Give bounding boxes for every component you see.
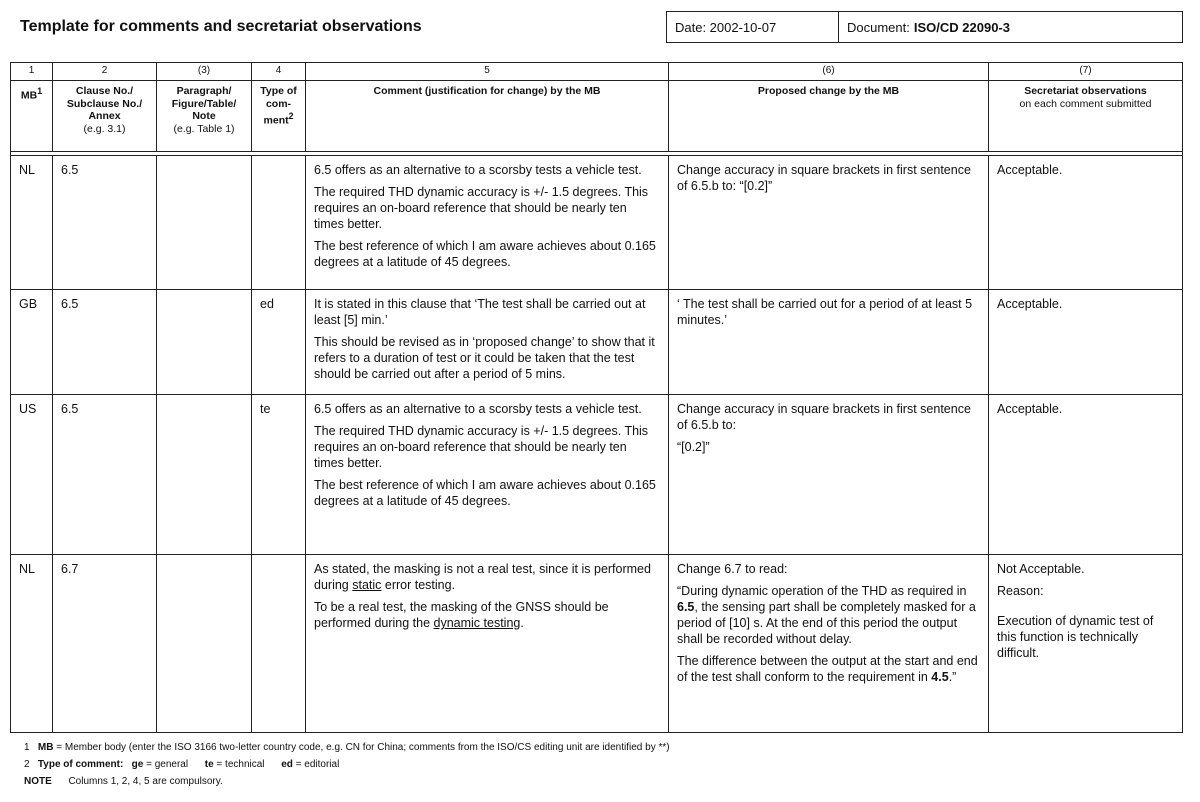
cell-mb: GB <box>11 290 53 395</box>
table-row <box>11 290 1183 395</box>
header-type: Type of com- ment$^2$ <box>252 81 306 152</box>
cell-proposed: Change 6.7 to read: “During dynamic operation of the THD as required in 6.5, the sensing part shall be completely masked for a period of [10] s. At the end of this period the output shall be recorded without delay. The difference between the output at the start and end of the test shall conform to the requirement in 4.5.” <box>669 555 989 733</box>
cell-type: te <box>252 395 306 555</box>
cell-comment: It is stated in this clause that ‘The test shall be carried out at least [5] min.’ This should be revised as in ‘proposed change’ to show that it refers to a duration of test or it could be taken that the test should be carried out after a period of 5 mins. <box>306 290 669 395</box>
cell-proposed: Change accuracy in square brackets in first sentence of 6.5.b to: “[0.2]” <box>669 395 989 555</box>
column-number-row <box>11 63 1183 81</box>
column-number: 2 <box>53 63 157 81</box>
header-observations: Secretariat observations on each comment submitted <box>989 81 1183 152</box>
footnote-1: 1 MB = Member body (enter the ISO 3166 two-letter country code, e.g. CN for China; comments from the ISO/CS editing unit are identified by **) <box>24 742 670 753</box>
cell-mb: NL <box>11 555 53 733</box>
column-number: 4 <box>252 63 306 81</box>
cell-type: ed <box>252 290 306 395</box>
table-row <box>11 156 1183 290</box>
column-number: (3) <box>157 63 252 81</box>
cell-clause: 6.7 <box>53 555 157 733</box>
column-number: 5 <box>306 63 669 81</box>
cell-comment: As stated, the masking is not a real test, since it is performed during static error testing. To be a real test, the masking of the GNSS should be performed during the dynamic testing. <box>306 555 669 733</box>
cell-paragraph <box>157 290 252 395</box>
document-label: Document: <box>847 19 910 35</box>
column-number: 1 <box>11 63 53 81</box>
cell-proposed: ‘ The test shall be carried out for a period of at least 5 minutes.’ <box>669 290 989 395</box>
table-row <box>11 395 1183 555</box>
cell-comment: 6.5 offers as an alternative to a scorsby tests a vehicle test. The required THD dynamic accuracy is +/- 1.5 degrees. This requires an on-board reference that should be nearly ten times better. The best reference of which I am aware achieves about 0.165 degrees at a latitude of 45 degrees. <box>306 395 669 555</box>
column-number: (7) <box>989 63 1183 81</box>
cell-clause: 6.5 <box>53 395 157 555</box>
header-paragraph: Paragraph/ Figure/Table/ Note (e.g. Table 1) <box>157 81 252 152</box>
cell-proposed: Change accuracy in square brackets in first sentence of 6.5.b to: “[0.2]” <box>669 156 989 290</box>
cell-observations: Acceptable. <box>989 395 1183 555</box>
column-header-row <box>11 81 1183 152</box>
header-comment: Comment (justification for change) by the MB <box>306 81 669 152</box>
cell-clause: 6.5 <box>53 156 157 290</box>
cell-comment: 6.5 offers as an alternative to a scorsby tests a vehicle test. The required THD dynamic accuracy is +/- 1.5 degrees. This requires an on-board reference that should be nearly ten times better. The best reference of which I am aware achieves about 0.165 degrees at a latitude of 45 degrees. <box>306 156 669 290</box>
comments-table <box>10 62 1183 733</box>
date-field: Date: 2002-10-07 <box>667 12 839 42</box>
cell-clause: 6.5 <box>53 290 157 395</box>
cell-paragraph <box>157 156 252 290</box>
column-number: (6) <box>669 63 989 81</box>
cell-type <box>252 156 306 290</box>
cell-mb: US <box>11 395 53 555</box>
document-field <box>839 12 1182 42</box>
header-proposed: Proposed change by the MB <box>669 81 989 152</box>
cell-observations: Acceptable. <box>989 156 1183 290</box>
document-meta-box <box>666 11 1183 43</box>
footnote-note: NOTE Columns 1, 2, 4, 5 are compulsory. <box>24 776 223 787</box>
cell-observations: Acceptable. <box>989 290 1183 395</box>
footnote-2: 2 Type of comment: ge = general te = technical ed = editorial <box>24 759 340 770</box>
cell-mb: NL <box>11 156 53 290</box>
header-mb: $MB^1$ <box>11 81 53 152</box>
page-title: Template for comments and secretariat observations <box>20 18 422 35</box>
table-row <box>11 555 1183 733</box>
cell-paragraph <box>157 555 252 733</box>
cell-observations: Not Acceptable. Reason: Execution of dynamic test of this function is technically difficult. <box>989 555 1183 733</box>
document-value: ISO/CD 22090-3 <box>913 19 1010 35</box>
cell-type <box>252 555 306 733</box>
header-clause: Clause No./ Subclause No./ Annex (e.g. 3.1) <box>53 81 157 152</box>
cell-paragraph <box>157 395 252 555</box>
